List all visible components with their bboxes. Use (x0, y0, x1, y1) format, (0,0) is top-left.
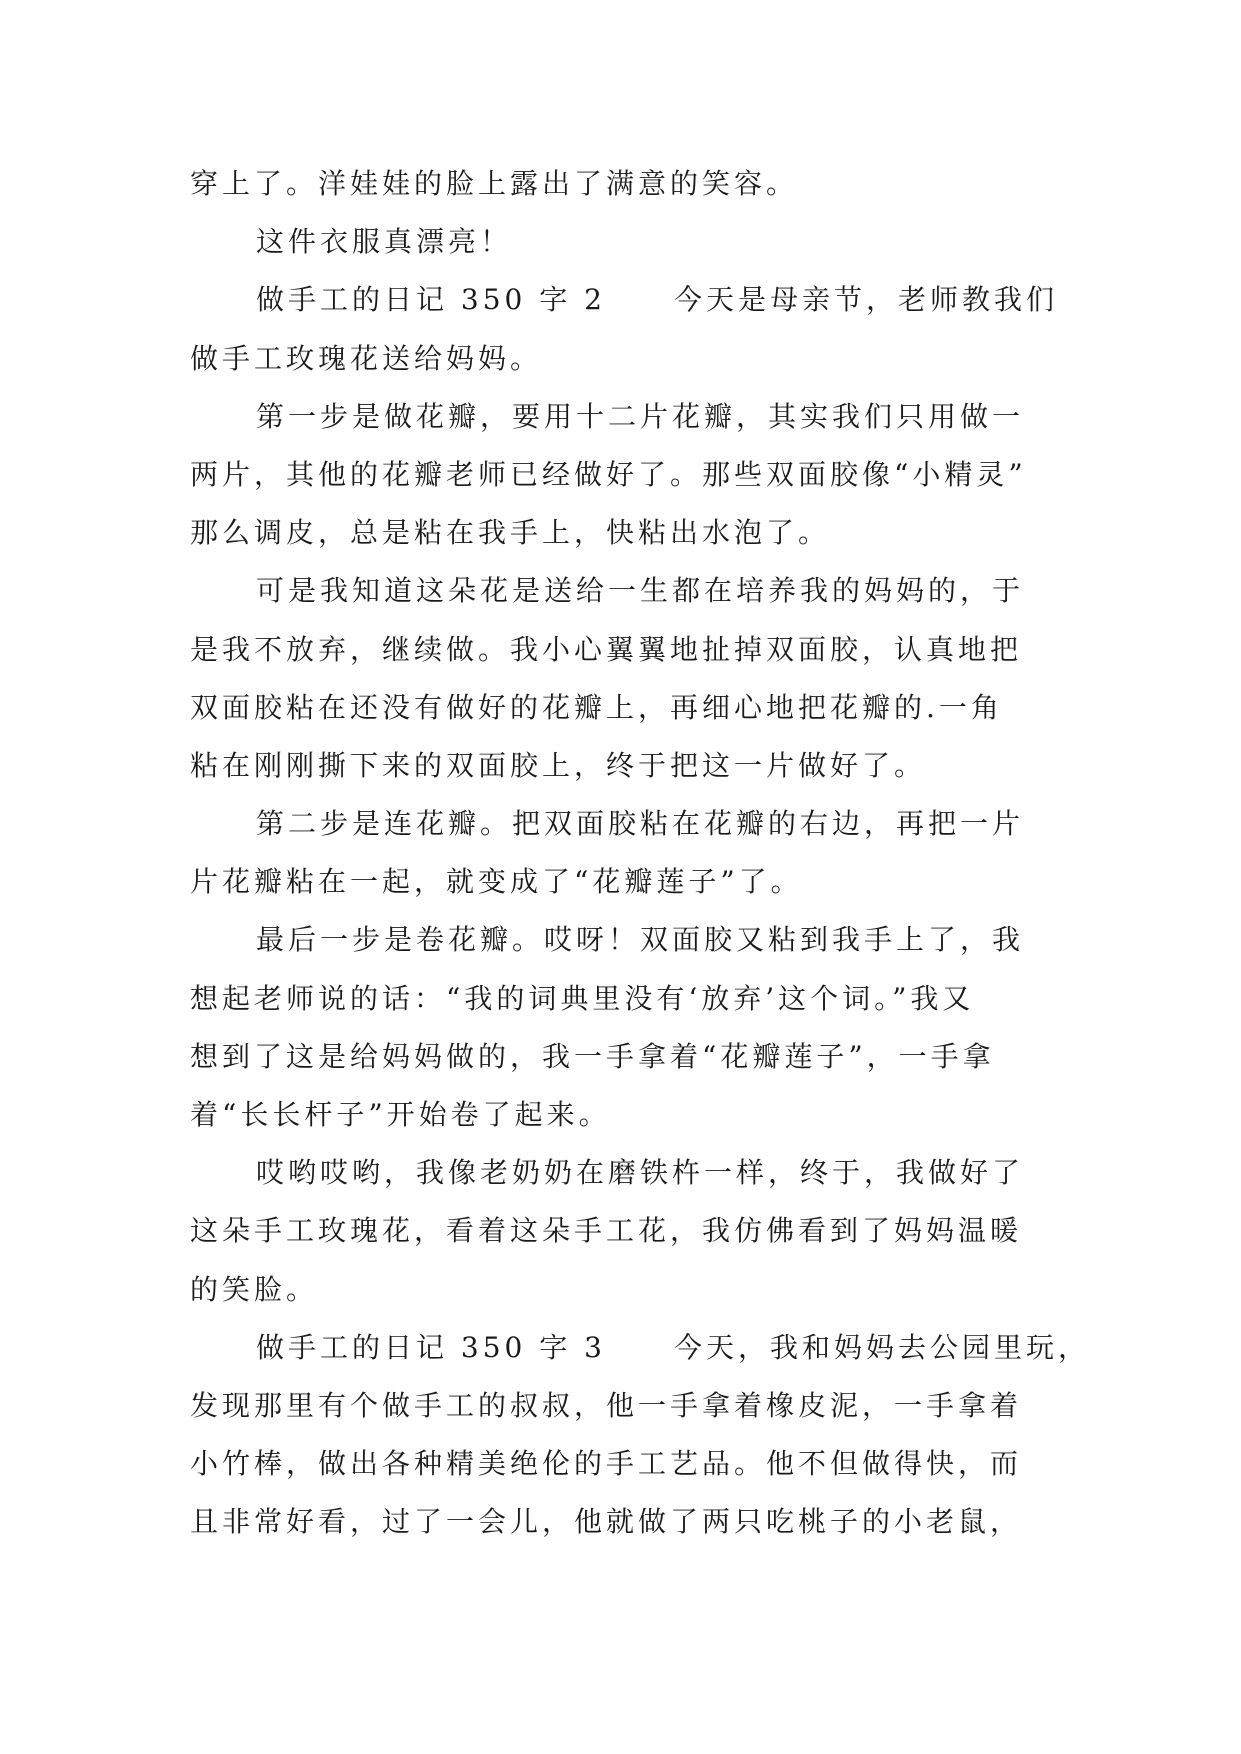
text-line: 想到了这是给妈妈做的，我一手拿着“花瓣莲子”，一手拿 (190, 1039, 995, 1073)
text-line: 那么调皮，总是粘在我手上，快粘出水泡了。 (190, 516, 831, 550)
text-line: 的笑脸。 (190, 1272, 319, 1306)
text-line: 两片，其他的花瓣老师已经做好了。那些双面胶像“小精灵” (190, 457, 1027, 491)
text-line: 这件衣服真漂亮！ (256, 225, 513, 259)
text-line: 片花瓣粘在一起，就变成了“花瓣莲子”了。 (190, 865, 803, 899)
text-line: 且非常好看，过了一会儿，他就做了两只吃桃子的小老鼠， (190, 1505, 1023, 1539)
text-line: 这朵手工玫瑰花，看着这朵手工花，我仿佛看到了妈妈温暖 (190, 1214, 1023, 1248)
paragraph-text: 今天是母亲节，老师教我们 (673, 283, 1058, 317)
text-line: 做手工玫瑰花送给妈妈。 (190, 341, 543, 375)
document-page (190, 155, 1090, 1552)
text-line: 着“长长杆子”开始卷了起来。 (190, 1098, 611, 1131)
text-line: 可是我知道这朵花是送给一生都在培养我的妈妈的，于 (256, 574, 1025, 608)
section-heading-line (190, 1319, 1090, 1377)
text-line: 穿上了。洋娃娃的脸上露出了满意的笑容。 (190, 167, 799, 200)
text-line: 第二步是连花瓣。把双面胶粘在花瓣的右边，再把一片 (256, 807, 1025, 841)
text-line: 最后一步是卷花瓣。哎呀！双面胶又粘到我手上了，我 (256, 923, 1025, 957)
text-line: 发现那里有个做手工的叔叔，他一手拿着橡皮泥，一手拿着 (190, 1388, 1023, 1422)
text-line: 想起老师说的话：“我的词典里没有‘放弃’这个词。”我又 (190, 981, 975, 1015)
text-line: 哎哟哎哟，我像老奶奶在磨铁杵一样，终于，我做好了 (256, 1156, 1025, 1190)
section-heading-line (190, 271, 1060, 329)
text-line: 是我不放弃，继续做。我小心翼翼地扯掉双面胶，认真地把 (190, 632, 1023, 666)
section-title: 做手工的日记 350 字 3 (256, 1330, 606, 1364)
text-line: 粘在刚刚撕下来的双面胶上，终于把这一片做好了。 (190, 748, 927, 782)
text-line: 双面胶粘在还没有做好的花瓣上，再细心地把花瓣的.一角 (190, 690, 1003, 724)
text-line: 第一步是做花瓣，要用十二片花瓣，其实我们只用做一 (256, 399, 1025, 433)
paragraph-text: 今天，我和妈妈去公园里玩， (673, 1330, 1090, 1364)
text-line: 小竹棒，做出各种精美绝伦的手工艺品。他不但做得快，而 (190, 1447, 1023, 1481)
section-title: 做手工的日记 350 字 2 (256, 283, 606, 317)
